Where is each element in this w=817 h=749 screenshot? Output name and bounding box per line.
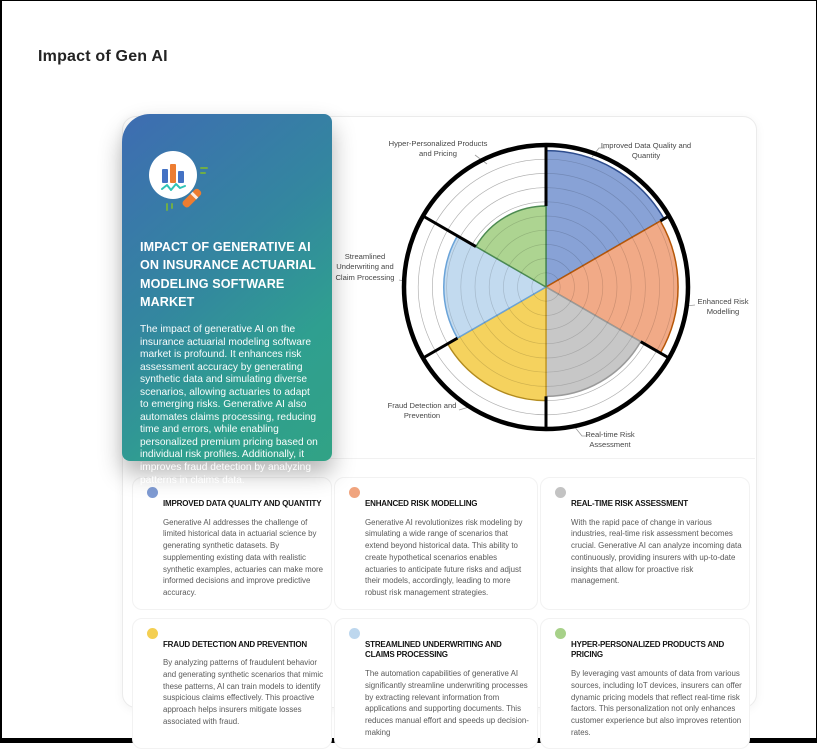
chart-label-improved-data: Improved Data Quality and Quantity (600, 141, 692, 161)
legend-item-improved-data (132, 477, 332, 610)
legend-heading: HYPER-PERSONALIZED PRODUCTS AND PRICING (571, 639, 725, 660)
legend-item-hyper-personalized (540, 618, 750, 749)
legend-dot-orange (349, 487, 360, 498)
bar-blue (162, 169, 168, 183)
legend-dot-gray (555, 487, 566, 498)
legend-heading: REAL-TIME RISK ASSESSMENT (571, 499, 688, 508)
legend-body: With the rapid pace of change in various industries, real-time risk assessment becomes crucial. Generative AI can analyze incoming data continuously, providing insurers with up-to-date insights that allow for proactive risk management. (571, 517, 742, 586)
legend-dot-blue (147, 487, 158, 498)
legend-item-fraud-detection (132, 618, 332, 749)
legend-item-enhanced-risk (334, 477, 538, 610)
legend-heading: STREAMLINED UNDERWRITING AND CLAIMS PROCESSING (365, 639, 502, 660)
legend-body: Generative AI revolutionizes risk modeling by simulating a wide range of scenarios that extend beyond historical data. This ability to create hypothetical scenarios enables actuaries to anticipate future risks and adjust their models, accordingly, leading to more robust risk management strategies. (365, 517, 523, 597)
page-title: Impact of Gen AI (38, 48, 168, 65)
chart-label-enhanced-risk: Enhanced Risk Modelling (697, 297, 749, 317)
legend-dot-yellow (147, 628, 158, 639)
legend-grid (132, 477, 754, 749)
bar-blue-2 (178, 171, 184, 183)
info-card-body: The impact of generative AI on the insurance actuarial modeling software market is profound. It enhances risk assessment accuracy by generating synthetic data and simulating diverse scenarios, allowing actuaries to adapt to emerging risks. Generative AI also automates claims processing, reducing time and errors, while enabling personalized premium pricing based on individual risk profiles. Additionally, it improves fraud detection by analyzing patterns in claims data. (140, 324, 318, 486)
chart-label-fraud-detection: Fraud Detection and Prevention (387, 401, 457, 421)
legend-dot-green (555, 628, 566, 639)
legend-body: By leveraging vast amounts of data from various sources, including IoT devices, insurers can offer dynamic pricing models that reflect real-time risk factors. This personalization not only enhances customer experience but also improves retention rates. (571, 669, 742, 737)
chart-magnifier-icon (140, 144, 218, 222)
legend-dot-lightblue (349, 628, 360, 639)
legend-heading: ENHANCED RISK MODELLING (365, 499, 478, 508)
info-card (122, 114, 332, 486)
legend-body: Generative AI addresses the challenge of limited historical data in actuarial science by generating synthetic datasets. By supplementing existing data with realistic synthetic examples, actuaries can make more informed decisions and improve predictive accuracy. (163, 517, 324, 597)
legend-body: The automation capabilities of generative AI significantly streamline underwriting processes by extracting relevant information from applications and supporting documents. This reduces manual effort and speeds up decision-making (365, 669, 529, 737)
chart-label-streamlined: Streamlined Underwriting and Claim Processing (335, 252, 395, 282)
legend-heading: FRAUD DETECTION AND PREVENTION (163, 639, 307, 649)
chart-label-hyper-personalized: Hyper-Personalized Products and Pricing (388, 139, 488, 159)
legend-item-realtime-risk (540, 477, 750, 610)
info-card-title: IMPACT OF GENERATIVE AI ON INSURANCE ACTUARIAL MODELING SOFTWARE MARKET (140, 240, 316, 309)
legend-body: By analyzing patterns of fraudulent behavior and generating synthetic scenarios that mimic these patterns, AI can train models to identify suspicious claims effectively. This proactive approach helps insurers mitigate losses associated with fraud. (163, 658, 324, 726)
bar-orange (170, 164, 176, 183)
legend-item-streamlined (334, 618, 538, 749)
chart-label-realtime-risk: Real-time Risk Assessment (585, 430, 635, 450)
legend-heading: IMPROVED DATA QUALITY AND QUANTITY (163, 499, 322, 508)
